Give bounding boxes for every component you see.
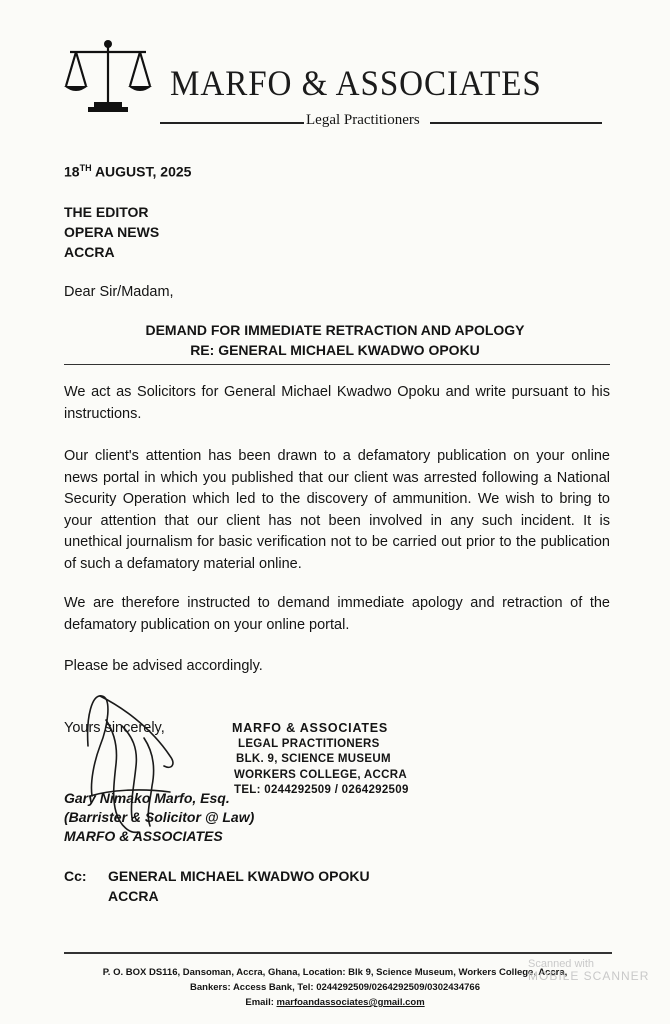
body-paragraph-3: We are therefore instructed to demand immediate apology and retraction of the defamatory publication on your online portal. [64,595,610,633]
stamp-line-4: WORKERS COLLEGE, ACCRA [234,768,407,781]
footer-email-label: Email: [245,997,277,1008]
tagline-rule-left [160,122,304,124]
subject-line-2: RE: GENERAL MICHAEL KWADWO OPOKU [190,342,480,358]
cc-label: Cc: [64,868,87,884]
body-paragraph-4: Please be advised accordingly. [64,658,263,674]
footer-email [0,997,670,1008]
signatory-firm: MARFO & ASSOCIATES [64,828,223,844]
body-paragraph-2: Our client's attention has been drawn to a defamatory publication on your online news portal in which you published that our client was arrested following a National Security Operation which led to the discovery of ammunition. We wish to bring to your attention that our client has not been involved in any such incident. It is unethical journalism for basic verification not to be carried out prior to the publication of such a defamatory material online. [64,448,610,572]
footer-address: P. O. BOX DS116, Dansoman, Accra, Ghana, Location: Blk 9, Science Museum, Workers College, Accra, [102,967,568,978]
stamp-line-2: LEGAL PRACTITIONERS [238,737,380,750]
date-day: 18 [64,163,80,180]
firm-tagline: Legal Practitioners [306,112,420,128]
watermark-line-1: Scanned with [528,958,595,970]
subject-underline [64,364,610,365]
date-rest: AUGUST, 2025 [91,163,192,180]
recipient-line-1: THE EDITOR [64,204,149,220]
salutation: Dear Sir/Madam, [64,284,174,300]
firm-name-heading: MARFO & ASSOCIATES [170,63,542,103]
firm-stamp [232,721,409,799]
watermark-line-2: MOBILE SCANNER [528,969,650,983]
stamp-line-5: TEL: 0244292509 / 0264292509 [234,784,409,796]
cc-recipient-location: ACCRA [108,888,159,904]
closing: Yours sincerely, [64,720,165,736]
tagline-rule-right [430,122,602,124]
signatory-title: (Barrister & Solicitor @ Law) [64,809,255,825]
recipient-line-3: ACCRA [64,244,115,260]
footer-bank: Bankers: Access Bank, Tel: 0244292509/0264292509/0302434766 [190,982,480,993]
stamp-line-3: BLK. 9, SCIENCE MUSEUM [236,753,391,765]
subject-line-1: DEMAND FOR IMMEDIATE RETRACTION AND APOLOGY [145,322,525,338]
body-paragraph-1: We act as Solicitors for General Michael Kwadwo Opoku and write pursuant to his instructions. [64,384,610,422]
scanner-watermark [528,958,649,982]
recipient-line-2: OPERA NEWS [64,224,160,240]
footer-email-link[interactable]: marfoandassociates@gmail.com [276,997,425,1008]
footer-rule [64,952,612,954]
signatory-name: Gary Nimako Marfo, Esq. [64,790,230,806]
letter-date [64,163,191,180]
stamp-line-1: MARFO & ASSOCIATES [232,721,389,735]
date-suffix: TH [79,163,92,173]
cc-recipient: GENERAL MICHAEL KWADWO OPOKU [108,868,370,884]
scales-of-justice-logo [62,38,154,114]
